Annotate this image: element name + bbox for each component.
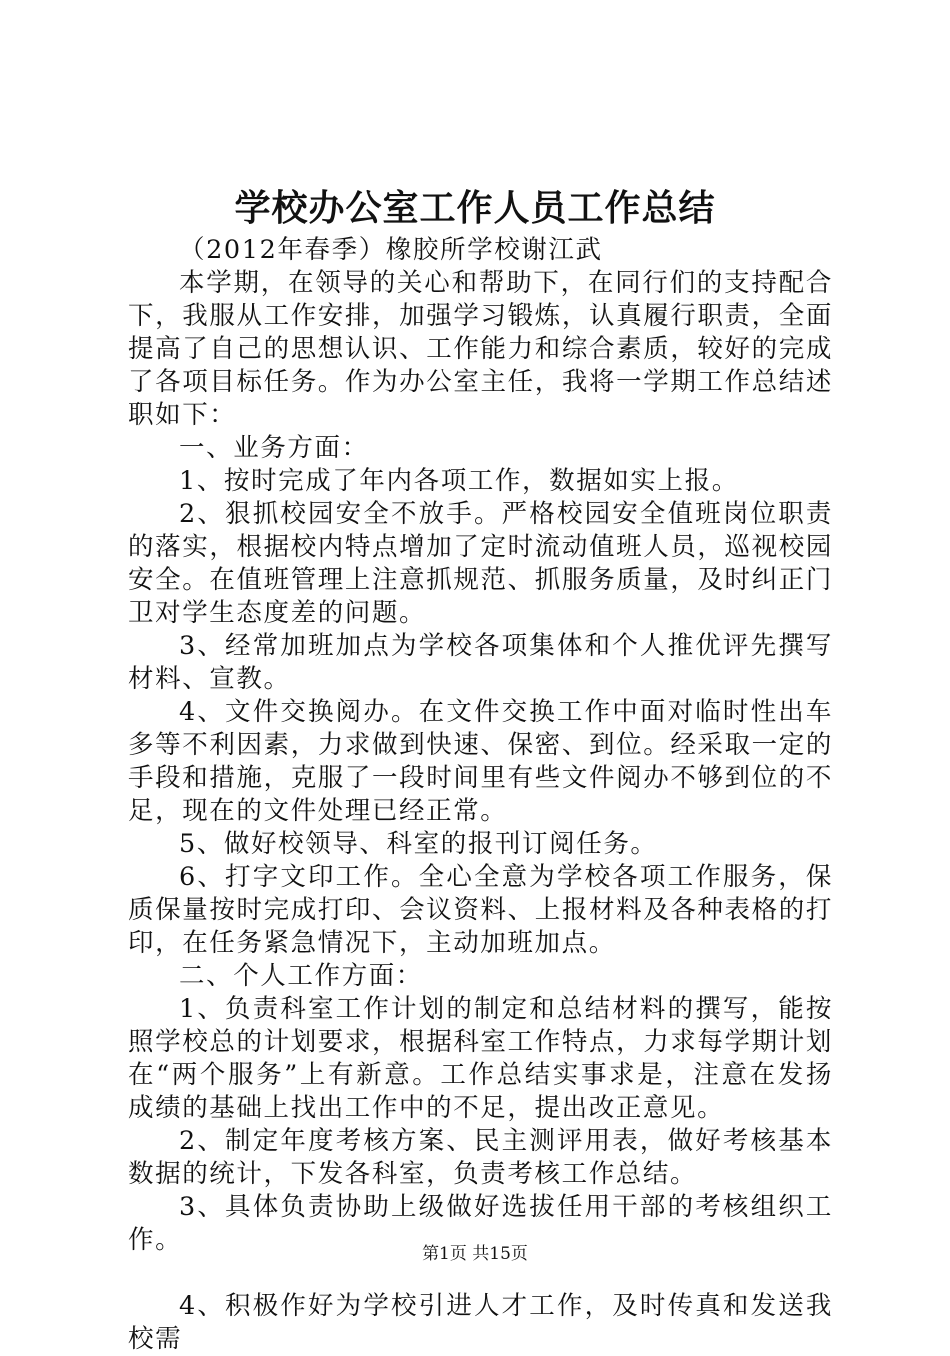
body-paragraph: 3、经常加班加点为学校各项集体和个人推优评先撰写材料、宣教。 xyxy=(128,631,833,694)
body-paragraph: 1、按时完成了年内各项工作，数据如实上报。 xyxy=(179,466,739,496)
page-footer: 第1页 共15页 xyxy=(422,1244,528,1264)
body-paragraph: 5、做好校领导、科室的报刊订阅任务。 xyxy=(179,829,658,859)
body-paragraph: 4、文件交换阅办。在文件交换工作中面对临时性出车多等不利因素，力求做到快速、保密、到位。经采取一定的手段和措施，克服了一段时间里有些文件阅办不够到位的不足，现在的文件处理已经正常。 xyxy=(128,697,833,826)
author-line: （2012年春季）橡胶所学校谢江武 xyxy=(179,235,603,265)
body-paragraph: 4、积极作好为学校引进人才工作，及时传真和发送我校需 xyxy=(128,1291,833,1354)
body-paragraph: 2、狠抓校园安全不放手。严格校园安全值班岗位职责的落实，根据校内特点增加了定时流动值班人员，巡视校园安全。在值班管理上注意抓规范、抓服务质量，及时纠正门卫对学生态度差的问题。 xyxy=(128,499,833,628)
body-paragraph: 2、制定年度考核方案、民主测评用表，做好考核基本数据的统计，下发各科室，负责考核工作总结。 xyxy=(128,1126,833,1189)
body-paragraph: 1、负责科室工作计划的制定和总结材料的撰写，能按照学校总的计划要求，根据科室工作特点，力求每学期计划在“两个服务”上有新意。工作总结实事求是，注意在发扬成绩的基础上找出工作中的不足，提出改正意见。 xyxy=(128,994,833,1123)
document-title: 学校办公室工作人员工作总结 xyxy=(234,187,716,229)
document-body xyxy=(128,234,833,1356)
body-paragraph: 3、具体负责协助上级做好选拔任用干部的考核组织工作。 xyxy=(128,1192,833,1255)
body-paragraph: 6、打字文印工作。全心全意为学校各项工作服务，保质保量按时完成打印、会议资料、上报材料及各种表格的打印，在任务紧急情况下，主动加班加点。 xyxy=(128,862,833,958)
section-heading: 一、业务方面： xyxy=(179,433,369,463)
section-heading: 二、个人工作方面： xyxy=(179,961,423,991)
intro-paragraph: 本学期，在领导的关心和帮助下，在同行们的支持配合下，我服从工作安排，加强学习锻炼，认真履行职责，全面提高了自己的思想认识、工作能力和综合素质，较好的完成了各项目标任务。作为办公室主任，我将一学期工作总结述职如下： xyxy=(128,268,833,430)
